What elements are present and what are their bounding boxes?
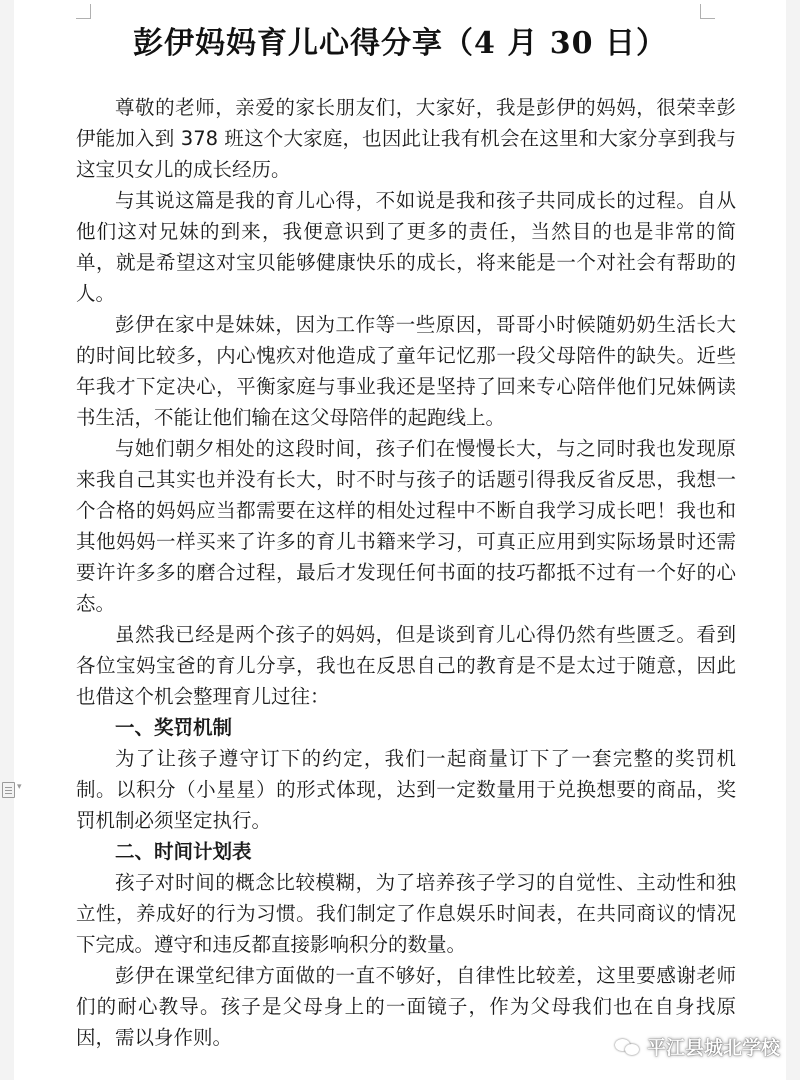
watermark-text: 平江县城北学校: [646, 1037, 780, 1059]
section-heading-1: 一、奖罚机制: [115, 716, 233, 739]
document-page: [14, 0, 786, 1080]
document-body: [76, 92, 736, 1053]
paragraph: 尊敬的老师，亲爱的家长朋友们，大家好，我是彭伊的妈妈，很荣幸彭伊能加入到 378 班这个大家庭，也因此让我有机会在这里和大家分享到我与这宝贝女儿的成长经历。: [76, 96, 736, 181]
document-icon[interactable]: [2, 782, 32, 802]
wechat-icon: [615, 1037, 641, 1057]
page-margin-corner-top-right: [700, 4, 715, 19]
paragraph: 与其说这篇是我的育儿心得，不如说是我和孩子共同成长的过程。自从他们这对兄妹的到来，我便意识到了更多的责任，当然目的也是非常的简单，就是希望这对宝贝能够健康快乐的成长，将来能是一个对社会有帮助的人。: [76, 189, 736, 305]
chevron-down-icon[interactable]: ▾: [17, 782, 22, 792]
paragraph: 虽然我已经是两个孩子的妈妈，但是谈到育儿心得仍然有些匮乏。看到各位宝妈宝爸的育儿分享，我也在反思自己的教育是不是太过于随意，因此也借这个机会整理育儿过往：: [76, 623, 736, 708]
paragraph: 彭伊在课堂纪律方面做的一直不够好，自律性比较差，这里要感谢老师们的耐心教导。孩子是父母身上的一面镜子，作为父母我们也在自身找原因，需以身作则。: [76, 964, 736, 1049]
section-heading-2: 二、时间计划表: [115, 840, 252, 863]
paragraph: 彭伊在家中是妹妹，因为工作等一些原因，哥哥小时候随奶奶生活长大的时间比较多，内心愧疚对他造成了童年记忆那一段父母陪件的缺失。近些年我才下定决心，平衡家庭与事业我还是坚持了回来专心陪伴他们兄妹俩读书生活，不能让他们输在这父母陪伴的起跑线上。: [76, 313, 736, 429]
document-icon-glyph: [2, 782, 15, 798]
watermark: [615, 1033, 780, 1060]
page-margin-corner-top-left: [76, 4, 91, 19]
paragraph: 为了让孩子遵守订下的约定，我们一起商量订下了一套完整的奖罚机制。以积分（小星星）的形式体现，达到一定数量用于兑换想要的商品，奖罚机制必须坚定执行。: [76, 747, 736, 832]
paragraph: 与她们朝夕相处的这段时间，孩子们在慢慢长大，与之同时我也发现原来我自己其实也并没有长大，时不时与孩子的话题引得我反省反思，我想一个合格的妈妈应当都需要在这样的相处过程中不断自我学习成长吧！我也和其他妈妈一样买来了许多的育儿书籍来学习，可真正应用到实际场景时还需要许许多多的磨合过程，最后才发现任何书面的技巧都抵不过有一个好的心态。: [76, 437, 736, 615]
paragraph: 孩子对时间的概念比较模糊，为了培养孩子学习的自觉性、主动性和独立性，养成好的行为习惯。我们制定了作息娱乐时间表，在共同商议的情况下完成。遵守和违反都直接影响积分的数量。: [76, 871, 736, 956]
document-title: 彭伊妈妈育儿心得分享（4 月 30 日）: [133, 26, 667, 61]
